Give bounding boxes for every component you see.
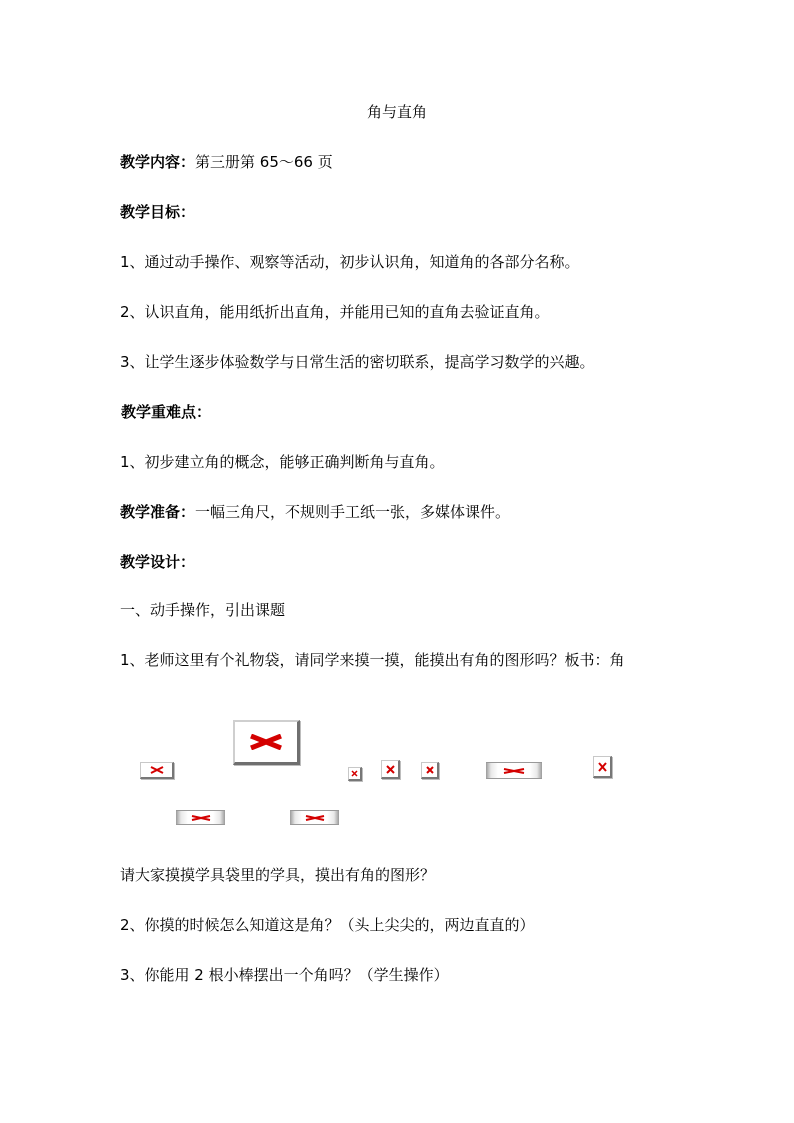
broken-image-icon bbox=[348, 767, 362, 781]
broken-image-icon bbox=[290, 810, 339, 825]
broken-image-icon bbox=[381, 760, 400, 779]
document-title: 角与直角 bbox=[366, 103, 427, 121]
broken-image-icon bbox=[176, 810, 225, 825]
step-1-text: 1、老师这里有个礼物袋，请同学来摸一摸，能摸出有角的图形吗？板书：角 bbox=[120, 651, 625, 669]
goal-item-2: 2、认识直角，能用纸折出直角，并能用已知的直角去验证直角。 bbox=[120, 303, 550, 321]
broken-image-icon bbox=[140, 762, 174, 779]
goals-heading: 教学目标： bbox=[120, 203, 196, 221]
section-1-heading: 一、动手操作，引出课题 bbox=[120, 601, 286, 619]
key-points-heading: 教学重难点： bbox=[121, 403, 212, 421]
content-line bbox=[120, 152, 333, 172]
goal-item-1: 1、通过动手操作、观察等活动，初步认识角，知道角的各部分名称。 bbox=[120, 253, 580, 271]
question-3-text: 3、你能用 2 根小棒摆出一个角吗？（学生操作） bbox=[120, 966, 449, 984]
content-label: 教学内容： bbox=[120, 153, 196, 171]
preparation-label: 教学准备： bbox=[120, 503, 196, 521]
content-text: 第三册第 65～66 页 bbox=[195, 153, 333, 171]
key-point-item-1: 1、初步建立角的概念，能够正确判断角与直角。 bbox=[120, 453, 445, 471]
broken-image-icon bbox=[233, 720, 300, 765]
question-2-text: 2、你摸的时候怎么知道这是角？（头上尖尖的，两边直直的） bbox=[120, 916, 535, 934]
broken-image-icon bbox=[421, 762, 439, 779]
preparation-text: 一幅三角尺，不规则手工纸一张，多媒体课件。 bbox=[195, 503, 511, 521]
instruction-text: 请大家摸摸学具袋里的学具，摸出有角的图形？ bbox=[120, 866, 436, 884]
preparation-line bbox=[120, 502, 510, 522]
design-heading: 教学设计： bbox=[120, 553, 196, 571]
goal-item-3: 3、让学生逐步体验数学与日常生活的密切联系，提高学习数学的兴趣。 bbox=[120, 353, 595, 371]
broken-image-icon bbox=[593, 756, 612, 778]
broken-image-icon bbox=[486, 762, 542, 779]
